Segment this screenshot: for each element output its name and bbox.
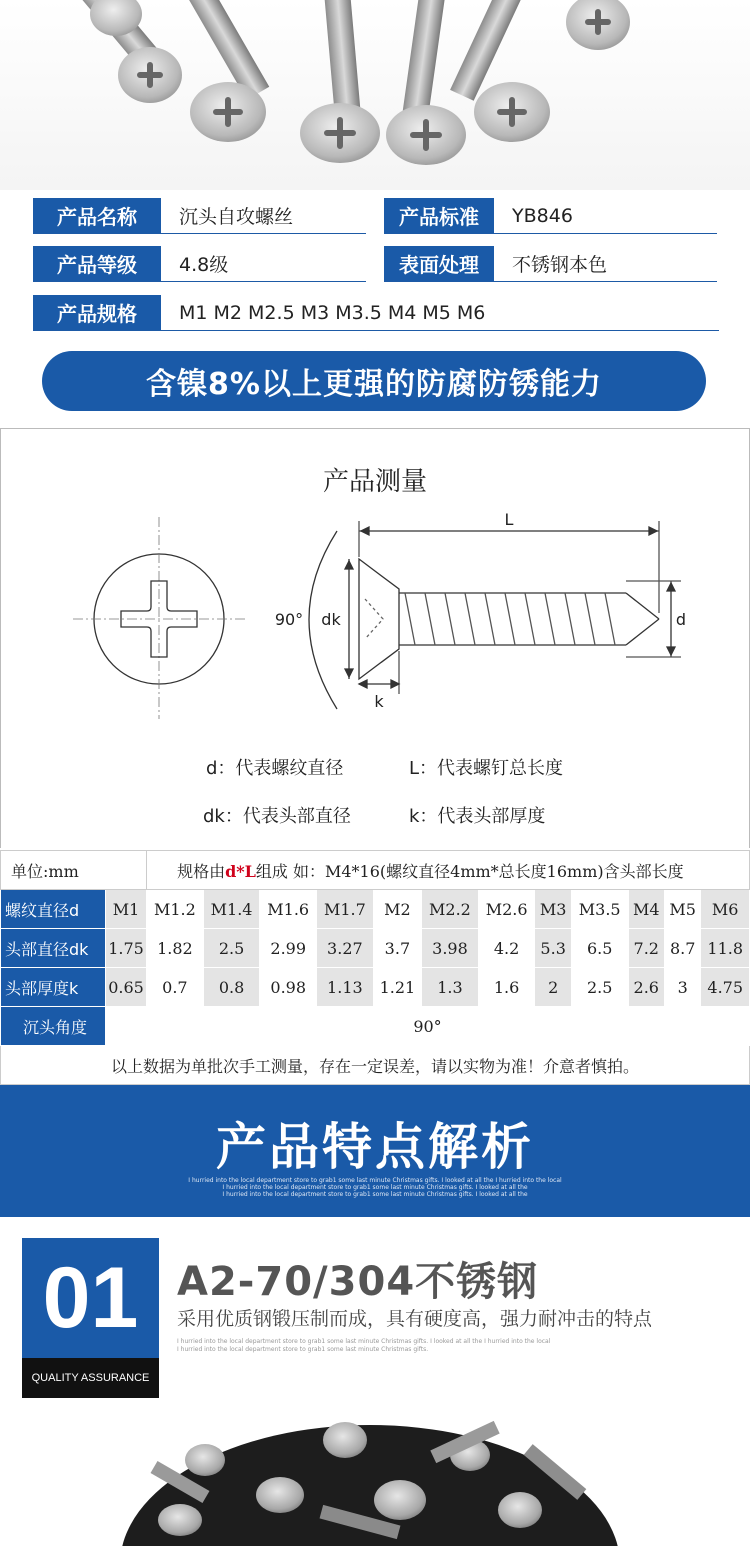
cell-dk-10: 6.5 [571,929,628,968]
cell-dk-1: 1.75 [106,929,147,968]
product-photo-bottom [0,1415,750,1546]
feature-number-box: 01 [22,1238,159,1358]
measurement-title: 产品测量 [322,467,427,497]
cell-k-11: 2.6 [628,968,664,1007]
feature-tiny-1: I hurried into the local department store to grab1 some last minute Christmas gifts. I looked at all the I hurried into the local [177,1338,551,1345]
table-note-suffix: 组成 如：M4*16(螺纹直径4mm*总长度16mm)含头部长度 [255,861,684,881]
cell-k-1: 0.65 [106,968,147,1007]
cell-k-3: 0.8 [203,968,260,1007]
cell-dk-2: 1.82 [147,929,204,968]
dim-d-label: d [675,610,687,629]
cell-size-8: M2.6 [478,890,535,929]
table-row-d [1,890,750,929]
cell-size-9: M3 [535,890,571,929]
spec-value-standard: YB846 [512,204,573,227]
dim-k-label: k [374,692,384,711]
feature-banner-small-2: I hurried into the local department store to grab1 some last minute Christmas gifts. I looked at all the [222,1184,528,1191]
cell-k-13: 4.75 [701,968,750,1007]
feature-banner-small-3: I hurried into the local department store to grab1 some last minute Christmas gifts. I looked at all the [222,1191,528,1198]
quality-assurance-badge: QUALITY ASSURANCE [22,1358,159,1398]
cell-k-7: 1.3 [422,968,479,1007]
legend-dk: dk：代表头部直径 [203,806,351,827]
spec-label-grade: 产品等级 [33,246,161,281]
cell-size-3: M1.4 [203,890,260,929]
unit-cell: 单位:mm [1,851,147,890]
cell-k-9: 2 [535,968,571,1007]
legend-k: k：代表头部厚度 [409,806,546,827]
feature-heading: A2-70/304不锈钢 [177,1259,539,1305]
spec-row-size [33,295,719,331]
cell-k-8: 1.6 [478,968,535,1007]
spec-row-name [33,198,366,234]
table-row-dk [1,929,750,968]
cell-dk-9: 5.3 [535,929,571,968]
table-row-angle [1,1007,750,1046]
cell-size-11: M4 [628,890,664,929]
spec-row-surface [384,246,717,282]
cell-size-7: M2.2 [422,890,479,929]
screws-image [0,0,750,190]
spec-label-size: 产品规格 [33,295,161,330]
cell-size-1: M1 [106,890,147,929]
feature-tiny-2: I hurried into the local department store to grab1 some last minute Christmas gifts. [177,1346,429,1353]
spec-row-standard [384,198,717,234]
table-note-dl: d*L [225,861,256,881]
cell-size-6: M2 [373,890,421,929]
table-note-cell [147,851,750,890]
cell-dk-12: 8.7 [664,929,700,968]
size-table [0,850,750,1085]
cell-k-5: 1.13 [317,968,374,1007]
screw-diagram [1,509,750,809]
table-row-k [1,968,750,1007]
angle-label: 90° [274,610,304,629]
cell-size-10: M3.5 [571,890,628,929]
cell-k-6: 1.21 [373,968,421,1007]
spec-label-name: 产品名称 [33,198,161,233]
cell-size-5: M1.7 [317,890,374,929]
cell-k-4: 0.98 [260,968,317,1007]
spec-row-grade [33,246,366,282]
cell-dk-11: 7.2 [628,929,664,968]
dim-L-label: L [504,510,514,529]
row-label-k: 头部厚度k [1,968,106,1007]
cell-k-2: 0.7 [147,968,204,1007]
spec-label-standard: 产品标准 [384,198,494,233]
spec-label-surface: 表面处理 [384,246,494,281]
cell-dk-8: 4.2 [478,929,535,968]
screws-pile-image [0,1415,750,1546]
table-unit-row [1,851,750,890]
cell-k-10: 2.5 [571,968,628,1007]
screw-side-view [309,521,681,709]
cell-dk-4: 2.99 [260,929,317,968]
legend-d: d：代表螺纹直径 [206,758,344,779]
slogan-banner: 含镍8%以上更强的防腐防锈能力 [42,351,706,411]
cell-k-12: 3 [664,968,700,1007]
cell-size-4: M1.6 [260,890,317,929]
cell-dk-5: 3.27 [317,929,374,968]
table-disclaimer-row [1,1046,750,1085]
table-note-prefix: 规格由 [177,861,226,881]
spec-value-surface: 不锈钢本色 [512,254,608,276]
spec-value-grade: 4.8级 [179,254,229,276]
disclaimer-cell: 以上数据为单批次手工测量，存在一定误差，请以实物为准！介意者慎拍。 [1,1046,750,1085]
cell-dk-3: 2.5 [203,929,260,968]
feature-subtitle: 采用优质钢锻压制而成，具有硬度高，强力耐冲击的特点 [177,1308,653,1330]
row-label-angle: 沉头角度 [1,1007,106,1046]
product-photo-top [0,0,750,190]
feature-banner-small-1: I hurried into the local department store to grab1 some last minute Christmas gifts. I looked at all the I hurried into the local [188,1177,562,1184]
row-label-d: 螺纹直径d [1,890,106,929]
cell-size-2: M1.2 [147,890,204,929]
legend-L: L：代表螺钉总长度 [409,758,564,779]
row-label-dk: 头部直径dk [1,929,106,968]
head-top-view [73,517,245,719]
spec-value-name: 沉头自攻螺丝 [179,206,294,228]
feature-banner [0,1085,750,1217]
cell-size-12: M5 [664,890,700,929]
measurement-section [0,428,750,848]
spec-value-size: M1 M2 M2.5 M3 M3.5 M4 M5 M6 [179,301,486,324]
feature-banner-title: 产品特点解析 [216,1118,534,1176]
dim-dk-label: dk [321,610,341,629]
cell-dk-7: 3.98 [422,929,479,968]
cell-angle: 90° [106,1007,750,1046]
cell-dk-6: 3.7 [373,929,421,968]
cell-size-13: M6 [701,890,750,929]
cell-dk-13: 11.8 [701,929,750,968]
